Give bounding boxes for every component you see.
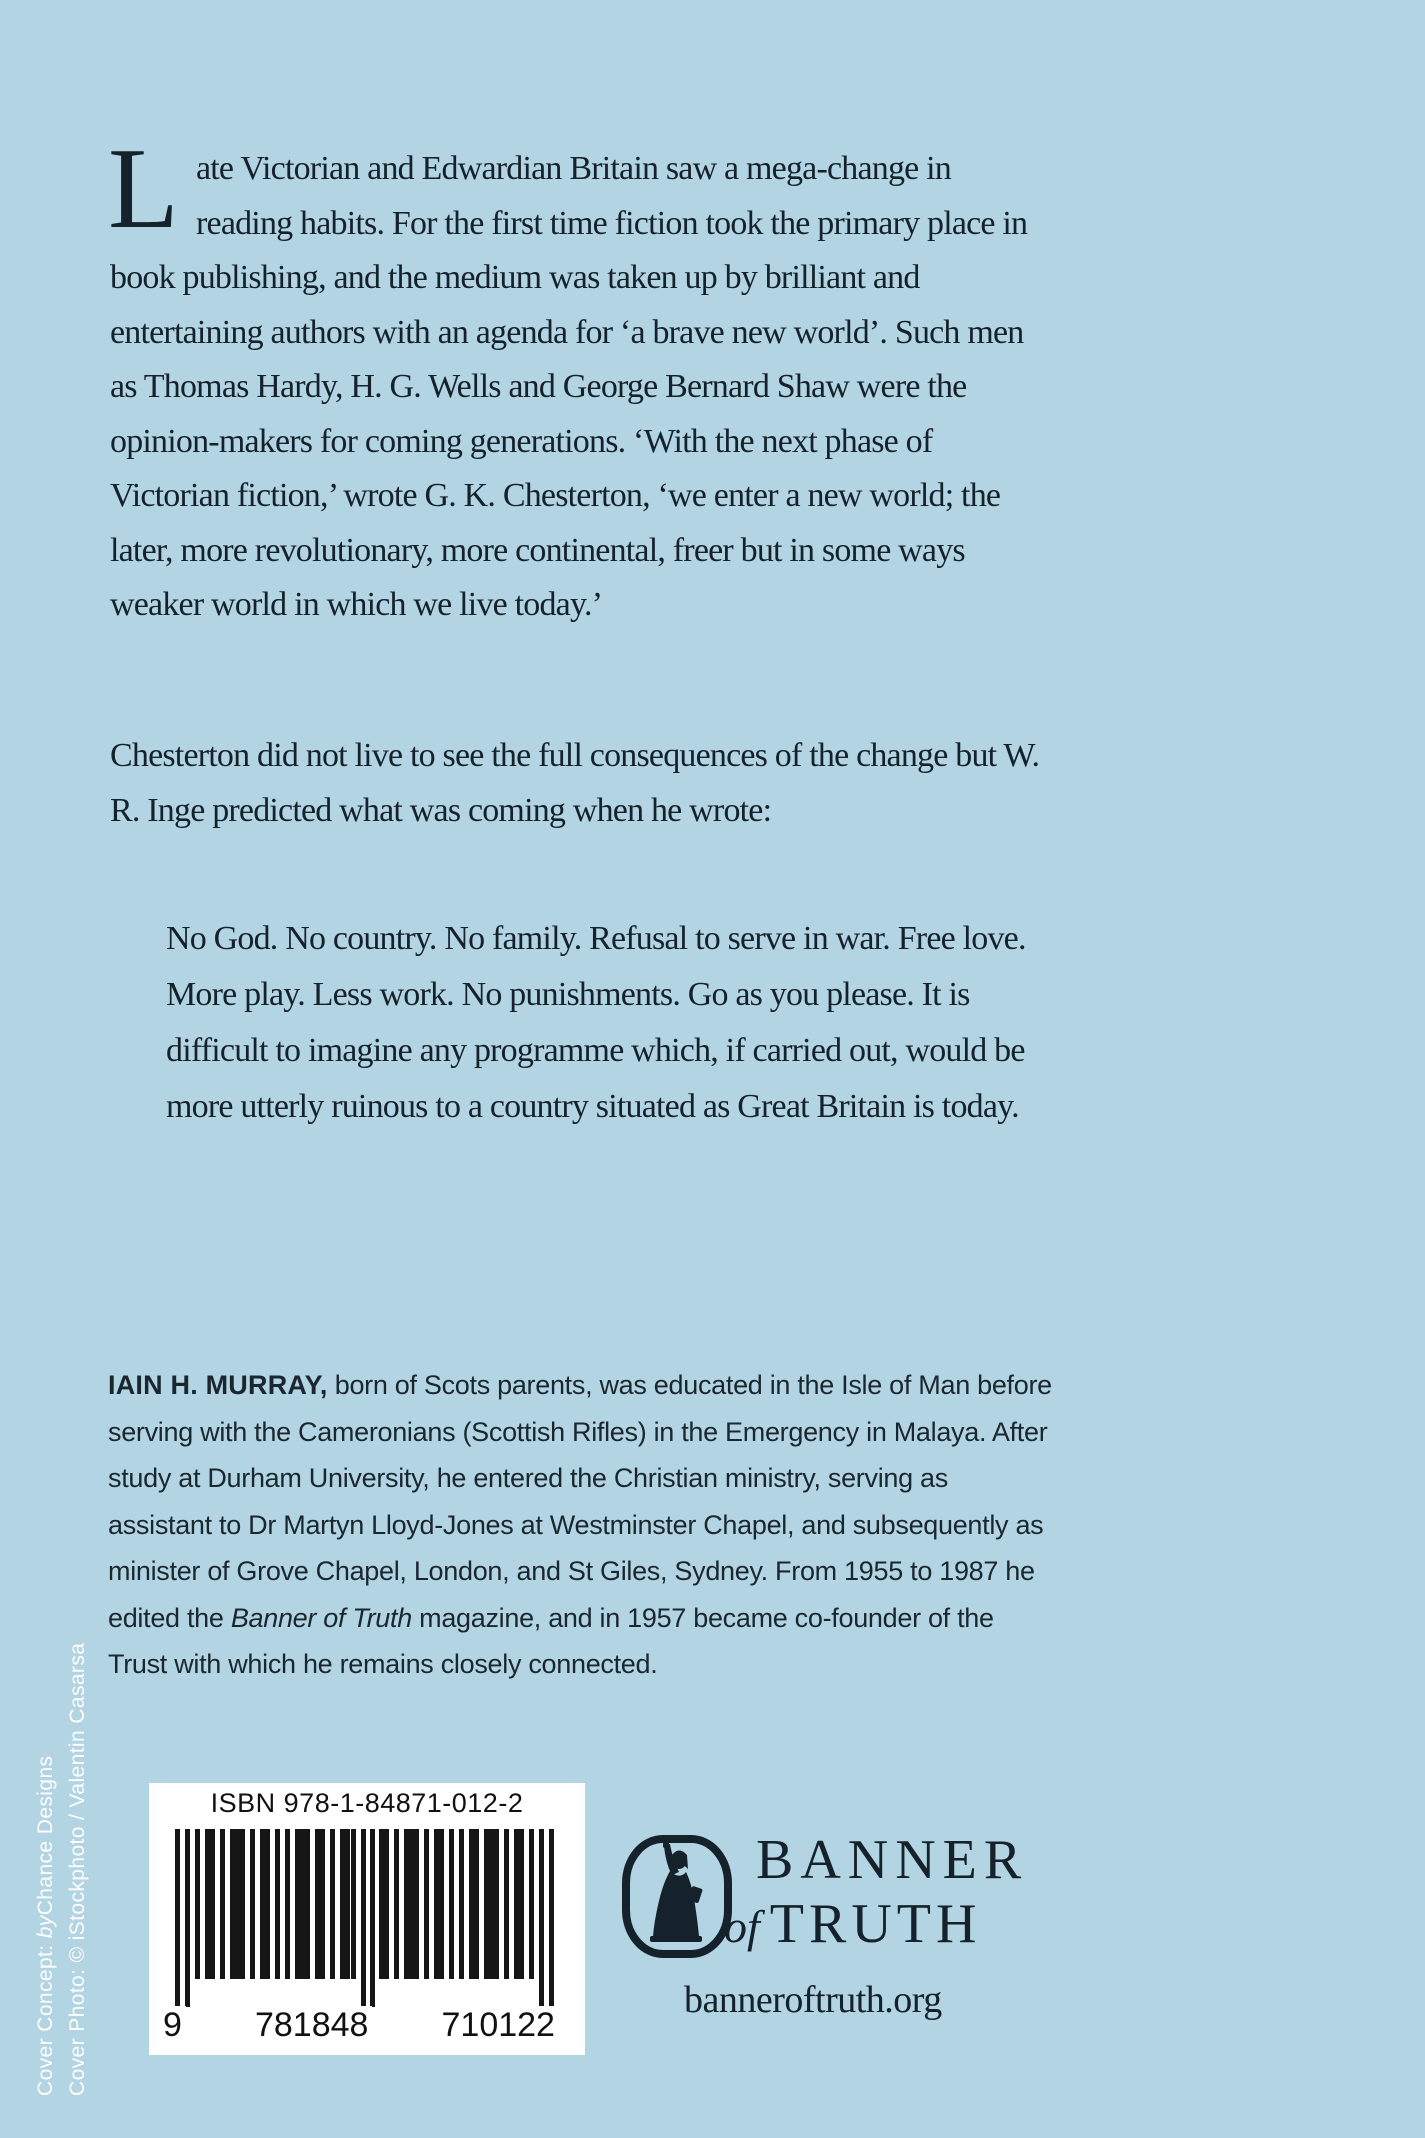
cover-concept-credit-post: Chance Designs: [34, 1755, 57, 1916]
author-bio-text-2: magazine, and in 1957 became co-founder of the Trust with which he remains closely connected.: [108, 1602, 994, 1679]
author-name: IAIN H. MURRAY,: [108, 1370, 328, 1400]
banner-of-truth-logo-icon: [620, 1833, 734, 1960]
publisher-name-truth: TRUTH: [769, 1893, 982, 1955]
author-bio: [108, 1362, 1058, 1688]
cover-photo-credit-text: Cover Photo: © iStockphoto / Valentin Casarsa: [66, 1642, 89, 2096]
cover-concept-credit-pre: Cover Concept:: [34, 1938, 57, 2096]
barcode-digit-group-1: 9: [159, 2006, 186, 2045]
publisher-website: banneroftruth.org: [684, 1979, 942, 2021]
publisher-name-of: of: [724, 1901, 760, 1952]
author-bio-text-1: born of Scots parents, was educated in the Isle of Man before serving with the Cameronians (Scottish Rifles) in the Emergency in Malaya. After study at Durham University, he entered the Christian ministry, serving as assistant to Dr Martyn Lloyd-Jones at Westminster Chapel, and subsequently as minister of Grove Chapel, London, and St Giles, Sydney. From 1955 to 1987 he edited the: [108, 1370, 1052, 1633]
blurb-paragraph-1: [108, 125, 1040, 633]
publisher-name-line-1: BANNER: [756, 1829, 1029, 1891]
blurb-paragraph-2: [110, 729, 1040, 838]
blurb-paragraph-1-text: ate Victorian and Edwardian Britain saw a mega-change in reading habits. For the first time fiction took the primary place in book publishing, and the medium was taken up by brilliant and entertaining authors with an agenda for ‘a brave new world’. Such men as Thomas Hardy, H. G. Wells and George Bernard Shaw were the opinion-makers for coming generations. ‘With the next phase of Victorian fiction,’ wrote G. K. Chesterton, ‘we enter a new world; the later, more revolutionary, more continental, freer but in some ways weaker world in which we live today.’: [110, 150, 1028, 623]
cover-concept-credit-by: by: [34, 1915, 57, 1939]
inge-quote-text: No God. No country. No family. Refusal to serve in war. Free love. More play. Less work. No punishments. Go as you please. It is difficult to imagine any programme which, if carried out, would be more utterly ruinous to a country situated as Great Britain is today.: [166, 920, 1026, 1125]
blurb-paragraph-2-text: Chesterton did not live to see the full consequences of the change but W. R. Inge predicted what was coming when he wrote:: [110, 737, 1040, 829]
barcode-digits: [149, 2006, 585, 2045]
barcode-icon: [175, 1829, 559, 2007]
barcode-digit-group-2: 781848: [251, 2006, 372, 2045]
publisher-name-line-2: [724, 1894, 981, 1956]
isbn-barcode-panel: [149, 1783, 585, 2055]
cover-photo-credit: [65, 1643, 90, 2096]
isbn-label: ISBN 978-1-84871-012-2: [210, 1788, 524, 1818]
dropcap-letter: L: [108, 125, 179, 253]
magazine-title: Banner of Truth: [230, 1602, 412, 1633]
cover-concept-credit: [33, 1756, 58, 2096]
inge-quote: [166, 911, 1046, 1135]
barcode-digit-group-3: 710122: [438, 2006, 559, 2045]
preacher-icon: [650, 1839, 703, 1942]
